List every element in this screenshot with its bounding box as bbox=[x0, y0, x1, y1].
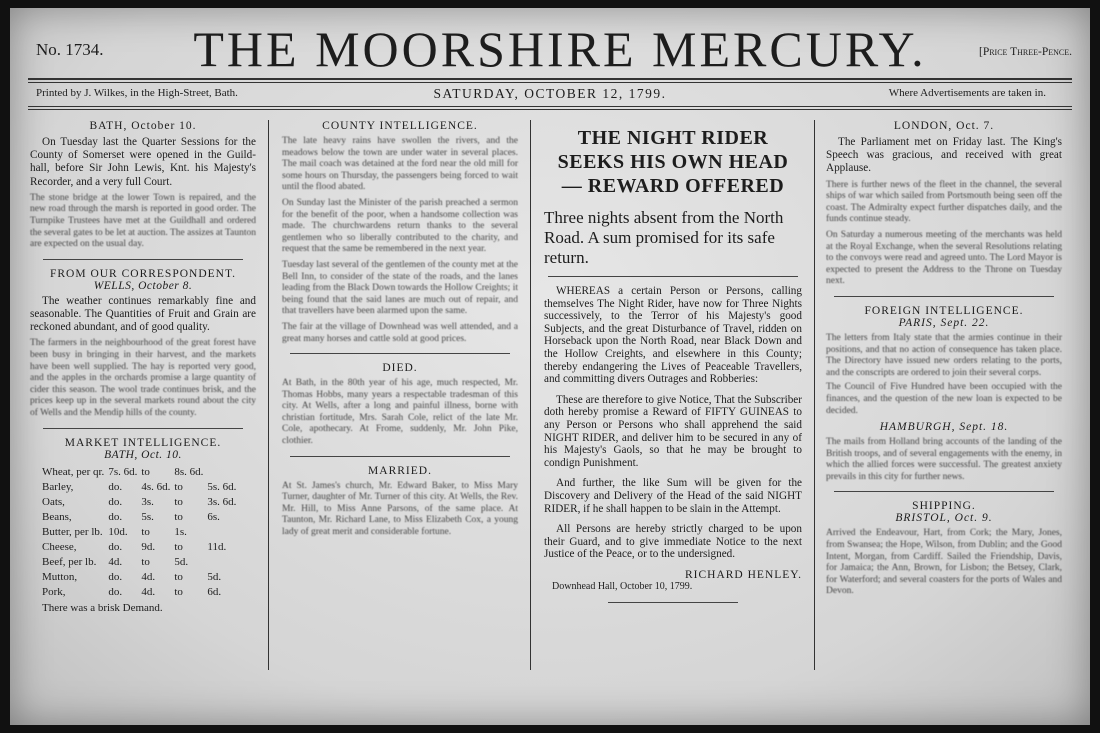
market-cell: 3s. 6d. bbox=[207, 495, 237, 508]
notice-paragraph: All Persons are hereby strictly charged to be upon their Guard, and to give immediate Notice to the next Justice of the Peace, or to the undersigned. bbox=[544, 523, 802, 561]
adverts-line: Where Advertisements are taken in. bbox=[888, 87, 1046, 99]
section-subheading: HAMBURGH, Sept. 18. bbox=[879, 421, 1009, 434]
market-cell: 5d. bbox=[174, 555, 189, 568]
market-row bbox=[42, 540, 240, 555]
masthead-rule-bottom bbox=[28, 106, 1072, 107]
masthead-rule-bottom-thin bbox=[28, 109, 1072, 110]
article-text-faded: There is further news of the fleet in the channel, the several ships of war which sailed from Portsmouth being seen off the coast. The Admiralty expect further dispatches daily, and the funds continue steady. bbox=[826, 179, 1062, 225]
market-cell: to bbox=[174, 510, 183, 523]
market-row bbox=[42, 525, 240, 540]
section-heading: MARKET INTELLIGENCE. bbox=[64, 436, 222, 449]
section-subheading: PARIS, Sept. 22. bbox=[898, 316, 990, 329]
column-divider bbox=[814, 120, 815, 670]
section-divider bbox=[290, 353, 510, 354]
article-text: On Tuesday last the Quarter Sessions for the County of Somerset were opened in the Guild-hall, before Sir John Lewis, Knt. his Majesty's Recorder, and a very full Court. bbox=[30, 136, 256, 188]
section-heading: FROM OUR CORRESPONDENT. bbox=[49, 267, 237, 280]
section-divider bbox=[290, 456, 510, 457]
market-cell: to bbox=[174, 570, 183, 583]
notice-paragraph: And further, the like Sum will be given for the Discovery and Delivery of the Head of the said NIGHT RIDER, if he shall happen to be slain in the Attempt. bbox=[544, 477, 802, 515]
market-cell: Barley, bbox=[42, 480, 74, 493]
market-cell: 1s. bbox=[174, 525, 187, 538]
notice-paragraph: WHEREAS a certain Person or Persons, calling themselves The Night Rider, have now for Three Nights successively, to the Terror of his Majesty's good Subjects, and the great Disturbance of Travel, ridden on Horseback upon the North Road, near Black Down and the Hollow Creights, and elsewhere in this County; thereby endangering the Lives of Peaceable Travellers, and committing divers Outrages and Robberies: bbox=[544, 285, 802, 386]
market-cell: 4s. 6d. bbox=[141, 480, 171, 493]
market-cell: 5s. bbox=[141, 510, 154, 523]
article-text-faded: Tuesday last several of the gentlemen of the county met at the Bell Inn, to consider of the state of the roads, and the lanes leading from the Black Down towards the Hollow Creights; it being found that the said lanes are much out of repair, and that travellers have been alarmed upon the same. bbox=[282, 259, 518, 317]
market-cell: to bbox=[141, 525, 150, 538]
market-cell: to bbox=[141, 465, 150, 478]
market-cell: 3s. bbox=[141, 495, 154, 508]
article-text: The Parliament met on Friday last. The King's Speech was gracious, and received with great Applause. bbox=[826, 136, 1062, 175]
article-text-faded: The mails from Holland bring accounts of the landing of the British troops, and of several engagements with the enemy, in which the allied forces were successful. The greatest anxiety prevails in this city for further news. bbox=[826, 437, 1062, 482]
column-divider bbox=[530, 120, 531, 670]
printer-line: Printed by J. Wilkes, in the High-Street, Bath. bbox=[36, 87, 238, 99]
notice-dateline: Downhead Hall, October 10, 1799. bbox=[552, 580, 693, 592]
market-cell: Butter, per lb. bbox=[42, 525, 103, 538]
section-heading: SHIPPING. bbox=[912, 500, 976, 513]
market-row bbox=[42, 570, 240, 585]
section-divider bbox=[834, 491, 1054, 492]
market-cell: to bbox=[174, 540, 183, 553]
newspaper-title: THE MOORSHIRE MERCURY. bbox=[193, 21, 927, 77]
notice-headline bbox=[544, 126, 802, 198]
section-divider bbox=[43, 428, 243, 429]
market-cell: to bbox=[174, 480, 183, 493]
masthead-rule-top bbox=[28, 78, 1072, 80]
article-text-faded: At St. James's church, Mr. Edward Baker, to Miss Mary Turner, daughter of Mr. Turner of this city. At Wells, the Rev. Mr. Hill, to Miss Anne Parsons, of the same place. At Taunton, Mr. Richard Lane, to Miss Elizabeth Cox, a young lady of great merit and considerable fortune. bbox=[282, 480, 518, 538]
market-cell: do. bbox=[108, 480, 123, 493]
article-text-faded: At Bath, in the 80th year of his age, much respected, Mr. Thomas Hobbs, many years a respectable tradesman of this city. At Wells, after a long and painful illness, borne with christian fortitude, Mrs. Sarah Cole, relict of the late Mr. Cole, apothecary. At Frome, suddenly, Mr. John Pike, clothier. bbox=[282, 378, 518, 447]
market-cell: do. bbox=[108, 585, 123, 598]
section-divider bbox=[834, 296, 1054, 297]
article-text-faded: Arrived the Endeavour, Hart, from Cork; the Mary, Jones, from Swansea; the Hope, Wilson, from Dublin; and the Good Intent, Morgan, from Cardiff. Sailed the Friendship, Davis, for Jamaica; the Ann, Brown, for Lisbon; the Betsey, Clark, for Waterford; and several coasters for the ports of Wales and Devon. bbox=[826, 528, 1062, 597]
notice-end-rule bbox=[608, 602, 738, 603]
market-cell: do. bbox=[108, 570, 123, 583]
newspaper-page bbox=[10, 8, 1090, 725]
market-cell: 4d. bbox=[141, 570, 156, 583]
column-bath bbox=[30, 120, 256, 614]
market-cell: do. bbox=[108, 540, 123, 553]
market-cell: Pork, bbox=[42, 585, 66, 598]
market-cell: to bbox=[174, 495, 183, 508]
article-text-faded: The stone bridge at the lower Town is repaired, and the new road through the marsh is reported in good order. The Turnpike Trustees have met at the Guildhall and ordered the several gates to be let at auction. The assizes at Taunton are expected on the usual day. bbox=[30, 192, 256, 250]
price-label: [Price Three-Pence. bbox=[978, 46, 1072, 58]
market-cell: 5d. bbox=[207, 570, 222, 583]
market-row bbox=[42, 495, 240, 510]
market-cell: 9d. bbox=[141, 540, 156, 553]
article-text-faded: The fair at the village of Downhead was well attended, and a great many horses and cattle sold at good prices. bbox=[282, 321, 518, 344]
market-cell: to bbox=[141, 555, 150, 568]
notice-paragraph: These are therefore to give Notice, That the Subscriber doth hereby promise a Reward of FIFTY GUINEAS to any Person or Persons who shall apprehend the said NIGHT RIDER, and deliver him to be secured in any of his Majesty's Gaols, so that he may be brought to condign Punishment. bbox=[544, 393, 802, 469]
market-cell: Mutton, bbox=[42, 570, 78, 583]
notice-signature: RICHARD HENLEY. bbox=[684, 568, 802, 581]
market-row bbox=[42, 510, 240, 525]
notice-headline-line: SEEKS HIS OWN HEAD bbox=[557, 151, 789, 173]
issue-date: SATURDAY, OCTOBER 12, 1799. bbox=[433, 86, 667, 101]
notice-subheading: Three nights absent from the North Road. A sum promised for its safe return. bbox=[544, 208, 784, 267]
market-cell: 7s. 6d. bbox=[108, 465, 138, 478]
market-cell: do. bbox=[108, 495, 123, 508]
market-cell: 10d. bbox=[108, 525, 128, 538]
article-text-faded: The letters from Italy state that the armies continue in their positions, and that no action of consequence has taken place. The Directory have issued new orders relating to the ports, and the conscripts are ordered to join their several corps. bbox=[826, 332, 1062, 378]
article-text-faded: On Saturday a numerous meeting of the merchants was held at the Royal Exchange, when the several Resolutions relating to the convoys were read and agreed unto. The Lord Mayor is expected to present the Address to the Throne on Tuesday next. bbox=[826, 229, 1062, 287]
column-divider bbox=[268, 120, 269, 670]
market-row bbox=[42, 480, 240, 495]
market-cell: 4d. bbox=[141, 585, 156, 598]
market-cell: Beef, per lb. bbox=[42, 555, 97, 568]
reward-notice bbox=[544, 126, 802, 611]
market-cell: 11d. bbox=[207, 540, 227, 553]
market-cell: do. bbox=[108, 510, 123, 523]
market-cell: to bbox=[174, 585, 183, 598]
section-heading: COUNTY INTELLIGENCE. bbox=[322, 120, 478, 132]
market-cell: 4d. bbox=[108, 555, 123, 568]
section-heading: FOREIGN INTELLIGENCE. bbox=[864, 304, 1024, 317]
column-london bbox=[826, 120, 1062, 598]
article-text-faded: On Sunday last the Minister of the parish preached a sermon for the benefit of the poor, when a handsome collection was made. The churchwardens return thanks to the several gentlemen who so liberally contributed to the charity, and request that the same be remembered in the next year. bbox=[282, 197, 518, 255]
article-text-faded: The Council of Five Hundred have been occupied with the finances, and the question of the new loan is expected to be decided. bbox=[826, 382, 1062, 416]
section-divider bbox=[43, 259, 243, 260]
section-subheading: BATH, Oct. 10. bbox=[104, 448, 182, 461]
market-cell: Beans, bbox=[42, 510, 72, 523]
market-note: There was a brisk Demand. bbox=[42, 601, 163, 614]
section-heading: BATH, October 10. bbox=[89, 120, 197, 132]
column-county bbox=[282, 120, 518, 539]
notice-headline-line: THE NIGHT RIDER bbox=[577, 127, 769, 149]
notice-headline-line: — REWARD OFFERED bbox=[561, 175, 785, 197]
market-row bbox=[42, 465, 240, 480]
market-cell: 5s. 6d. bbox=[207, 480, 237, 493]
market-cell: 8s. 6d. bbox=[174, 465, 204, 478]
market-cell: Oats, bbox=[42, 495, 65, 508]
market-row bbox=[42, 555, 240, 570]
market-row bbox=[42, 585, 240, 600]
section-subheading: BRISTOL, Oct. 9. bbox=[895, 512, 993, 525]
article-text-faded: The farmers in the neighbourhood of the great forest have been busy in bringing in their harvest, and the markets have been well supplied. The hay is reported very good, and the apples in the orchards promise a large quantity of cider this season. The wool trade continues brisk, and the prices keep up in the several markets round about the city of Wells and the Mendip hills of the county. bbox=[30, 338, 256, 418]
section-subheading: WELLS, October 8. bbox=[93, 279, 193, 292]
market-cell: Wheat, per qr. bbox=[42, 465, 105, 478]
market-cell: Cheese, bbox=[42, 540, 77, 553]
article-text-faded: The late heavy rains have swollen the rivers, and the meadows below the town are under water in several places. The mail coach was detained at the ford near the old mill for some hours on Thursday, the passengers being forced to wait until the flood abated. bbox=[282, 136, 518, 193]
section-heading: MARRIED. bbox=[368, 464, 432, 477]
section-heading: LONDON, Oct. 7. bbox=[893, 120, 995, 132]
masthead-rule-top-thin bbox=[28, 82, 1072, 83]
issue-number: No. 1734. bbox=[36, 40, 104, 59]
market-cell: 6d. bbox=[207, 585, 222, 598]
article-text: The weather continues remarkably fine and seasonable. The Quantities of Fruit and Grain are reckoned abundant, and of good quality. bbox=[30, 294, 256, 334]
market-prices-table bbox=[42, 465, 240, 600]
section-heading: DIED. bbox=[382, 362, 418, 375]
market-cell: 6s. bbox=[207, 510, 220, 523]
notice-divider bbox=[548, 276, 798, 277]
